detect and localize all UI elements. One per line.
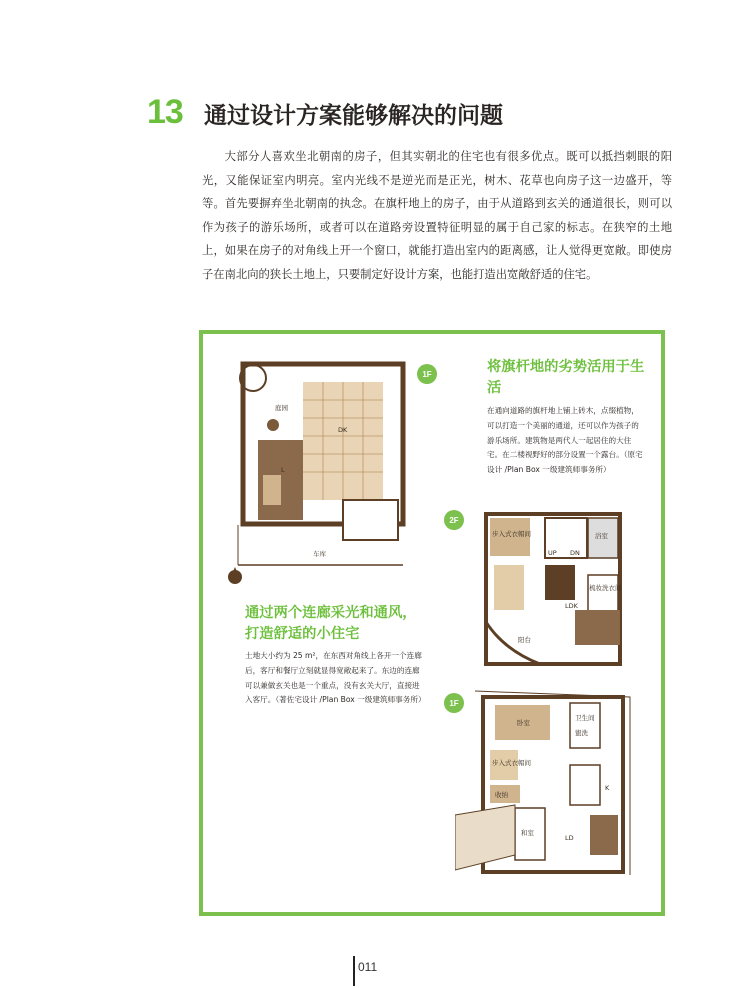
label-2f-ldk: LDK [565,602,578,610]
label-1f-japanese: 和室 [521,829,534,837]
label-living: L [281,466,285,474]
floor-plan-small-1f [455,685,640,885]
floor-plan-flagpole-1f [233,360,418,585]
case1-body: 在通向道路的旗杆地上铺上砖木，点缀植物，可以打造一个美丽的通道，还可以作为孩子的游乐场所。建筑物是两代人一起居住的大住宅。在二楼视野好的部分设置一个露台。（原宅设计 /Plan Box 一级建筑师事务所） [487,406,643,475]
floor-plan-small-2f [480,510,625,670]
north-arrow-icon [224,565,246,587]
section-number: 13 [147,93,183,131]
case2-body: 土地大小约为 25 m²，在东西对角线上各开一个连廊后，客厅和餐厅立刻就显得宽敞起来了。东边的连廊可以兼做玄关也是一个重点，没有玄关大厅，直接进入客厅。（著佐宅设计 /Plan Box 一级建筑师事务所） [245,651,426,705]
label-1f-ld: LD [565,834,574,842]
section-title: 通过设计方案能够解决的问题 [204,103,503,129]
badge-1f-small: 1F [444,693,464,713]
label-2f-wash: 梳妆洗衣间 [589,584,622,592]
label-garden: 庭园 [275,404,288,412]
page-number-divider [353,956,355,986]
label-2f-terrace: 阳台 [518,636,531,644]
badge-1f: 1F [417,364,437,384]
label-2f-dn: DN [570,549,580,557]
case2-heading: 通过两个连廊采光和通风，打造舒适的小住宅 [245,605,417,642]
label-garage: 车库 [313,550,326,558]
label-1f-washroom: 盥洗 [575,729,588,737]
label-1f-k: K [605,784,610,792]
badge-2f: 2F [444,510,464,530]
label-2f-entry: 步入式衣帽间 [492,530,531,538]
label-1f-bedroom: 卧室 [517,719,530,727]
label-2f-bath: 浴室 [595,532,608,540]
label-1f-closet: 步入式衣帽间 [492,759,531,767]
label-1f-wc: 卫生间 [575,714,595,722]
page-number: 011 [358,960,378,974]
case1-heading: 将旗杆地的劣势活用于生活 [487,359,645,396]
intro-text: 大部分人喜欢坐北朝南的房子，但其实朝北的住宅也有很多优点。既可以抵挡刺眼的阳光，又能保证室内明亮。室内光线不是逆光而是正光，树木、花草也向房子这一边盛开，等等。首先要摒弃坐北朝南的执念。在旗杆地上的房子，由于从道路到玄关的通道很长，则可以作为孩子的游乐场所，或者可以在道路旁设置特征明显的属于自己家的标志。在狭窄的土地上，如果在房子的对角线上开一个窗口，就能打造出室内的距离感，让人觉得更宽敞。即使房子在南北向的狭长土地上，只要制定好设计方案，也能打造出宽敞舒适的住宅。 [202,150,672,281]
intro-paragraph [202,145,672,287]
label-dk: DK [338,426,348,434]
label-2f-up: UP [548,549,557,557]
label-1f-storage: 收纳 [495,791,508,799]
